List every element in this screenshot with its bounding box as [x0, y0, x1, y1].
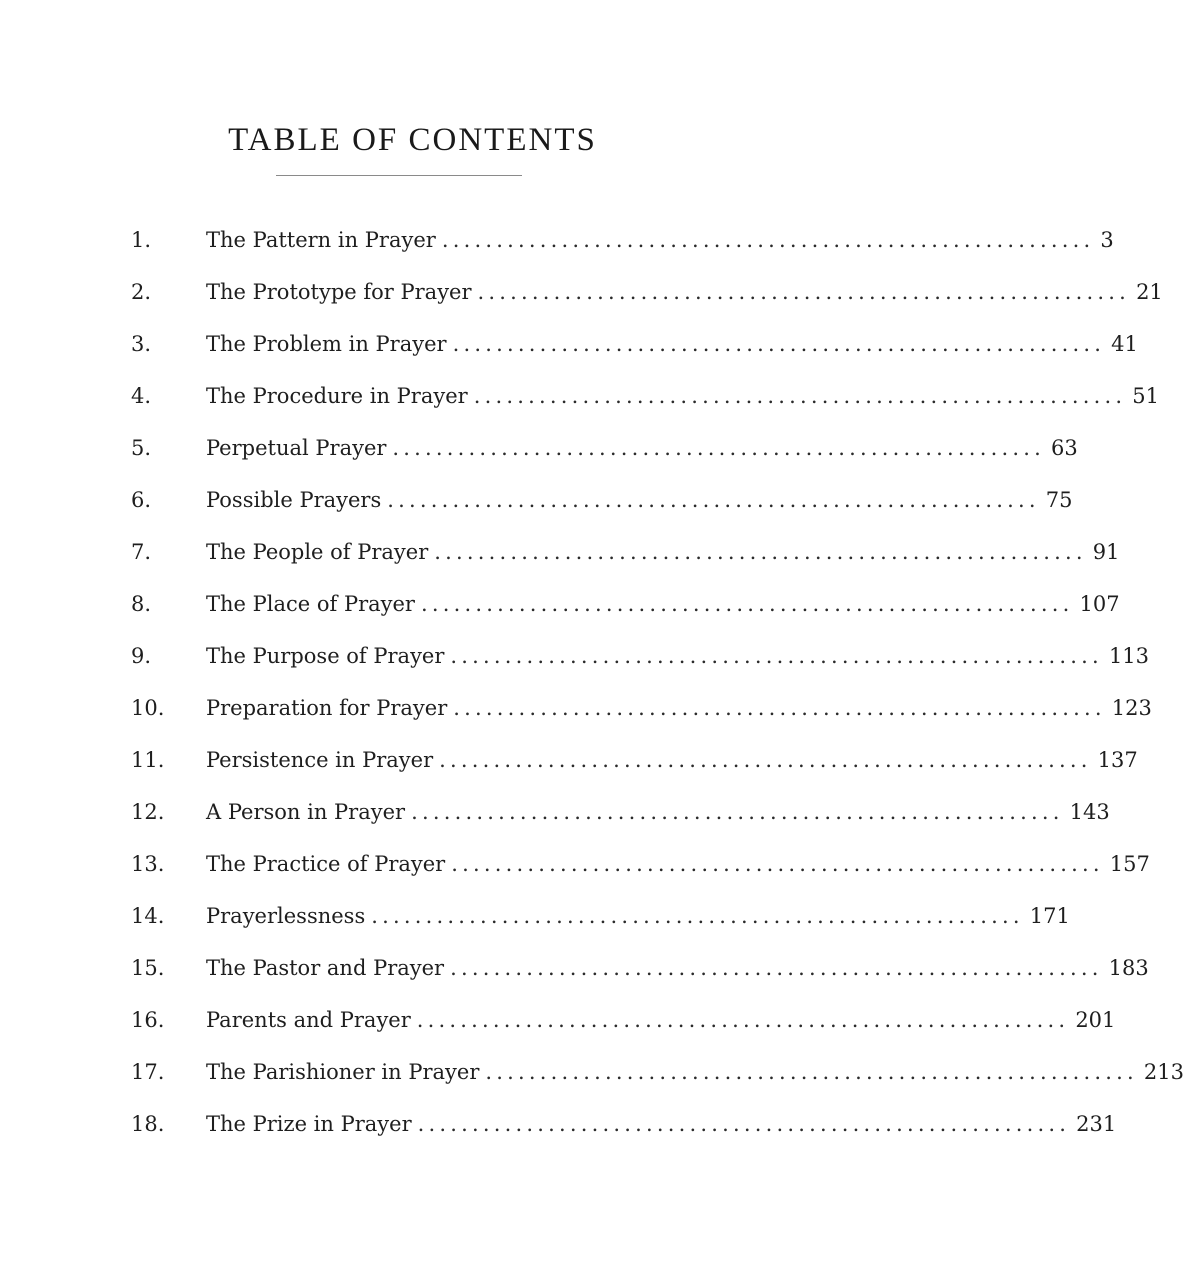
- toc-entry: [131, 474, 1073, 526]
- dot-leader: ............................................................: [477, 280, 1131, 304]
- toc-entry-page: 41: [1111, 332, 1138, 356]
- toc-entry-page: 63: [1050, 436, 1078, 460]
- toc-entry: [131, 838, 1150, 890]
- toc-entry-number: 9.: [131, 644, 152, 668]
- toc-entry-number: 17.: [131, 1060, 165, 1084]
- toc-entry-page: 171: [1029, 904, 1070, 928]
- toc-entry-number: 15.: [131, 956, 165, 980]
- toc-entry-number: 12.: [131, 800, 165, 824]
- toc-entry-number: 16.: [131, 1008, 165, 1032]
- toc-entry-number: 5.: [131, 436, 152, 460]
- toc-entry: [131, 942, 1149, 994]
- toc-entry-title: Possible Prayers: [206, 488, 382, 512]
- toc-entry-number: 18.: [131, 1112, 165, 1136]
- toc-entry: [131, 734, 1138, 786]
- dot-leader: ............................................................: [392, 436, 1045, 460]
- toc-entry-number: 1.: [131, 228, 152, 252]
- dot-leader: ............................................................: [473, 384, 1127, 408]
- toc-entry-number: 13.: [131, 852, 165, 876]
- dot-leader: ............................................................: [441, 228, 1095, 252]
- toc-entry-number: 7.: [131, 540, 152, 564]
- dot-leader: ............................................................: [450, 956, 1103, 980]
- dot-leader: ............................................................: [420, 592, 1074, 616]
- toc-entry: [131, 214, 1114, 266]
- dot-leader: ............................................................: [417, 1112, 1071, 1136]
- toc-entry-number: 11.: [131, 748, 165, 772]
- toc-entry-page: 137: [1097, 748, 1138, 772]
- toc-entry: [131, 266, 1163, 318]
- toc-entry: [131, 578, 1120, 630]
- toc-entry-page: 113: [1108, 644, 1150, 668]
- toc-entry-title: Persistence in Prayer: [206, 748, 434, 772]
- dot-leader: ............................................................: [453, 696, 1106, 720]
- toc-entry-number: 6.: [131, 488, 152, 512]
- toc-list: [131, 214, 1184, 1150]
- toc-entry-page: 183: [1108, 956, 1149, 980]
- toc-entry: [131, 890, 1070, 942]
- toc-entry-title: The Place of Prayer: [206, 592, 415, 616]
- toc-entry: [131, 786, 1110, 838]
- toc-entry: [131, 1046, 1184, 1098]
- dot-leader: ............................................................: [387, 488, 1040, 512]
- toc-entry: [131, 370, 1159, 422]
- toc-entry-number: 8.: [131, 592, 152, 616]
- toc-entry-page: 231: [1076, 1112, 1117, 1136]
- toc-entry-title: The People of Prayer: [206, 540, 429, 564]
- toc-entry-title: The Problem in Prayer: [206, 332, 447, 356]
- dot-leader: ............................................................: [439, 748, 1092, 772]
- toc-entry-title: The Prize in Prayer: [206, 1112, 412, 1136]
- dot-leader: ............................................................: [452, 332, 1106, 356]
- toc-entry: [131, 994, 1116, 1046]
- dot-leader: ............................................................: [371, 904, 1024, 928]
- toc-entry: [131, 422, 1078, 474]
- dot-leader: ............................................................: [416, 1008, 1070, 1032]
- toc-entry: [131, 630, 1150, 682]
- toc-entry-number: 14.: [131, 904, 165, 928]
- toc-entry-title: The Prototype for Prayer: [206, 280, 472, 304]
- toc-entry-page: 51: [1132, 384, 1159, 408]
- title-underline: [276, 175, 522, 176]
- dot-leader: ............................................................: [434, 540, 1087, 564]
- dot-leader: ............................................................: [451, 852, 1104, 876]
- toc-entry-title: The Pastor and Prayer: [206, 956, 445, 980]
- toc-entry-title: The Practice of Prayer: [206, 852, 446, 876]
- toc-entry-title: A Person in Prayer: [206, 800, 406, 824]
- toc-entry-page: 3: [1100, 228, 1114, 252]
- toc-entry-page: 75: [1045, 488, 1073, 512]
- toc-entry-title: Prayerlessness: [206, 904, 366, 928]
- toc-entry-page: 157: [1109, 852, 1150, 876]
- toc-entry-title: The Purpose of Prayer: [206, 644, 445, 668]
- toc-entry-number: 4.: [131, 384, 152, 408]
- toc-entry-title: The Parishioner in Prayer: [206, 1060, 480, 1084]
- toc-entry-title: Preparation for Prayer: [206, 696, 448, 720]
- toc-entry: [131, 1098, 1117, 1150]
- toc-entry: [131, 526, 1120, 578]
- toc-entry-title: The Pattern in Prayer: [206, 228, 436, 252]
- dot-leader: ............................................................: [450, 644, 1103, 668]
- toc-entry-page: 213: [1143, 1060, 1184, 1084]
- toc-entry-number: 2.: [131, 280, 152, 304]
- dot-leader: ............................................................: [485, 1060, 1138, 1084]
- toc-entry: [131, 682, 1152, 734]
- toc-entry-title: Perpetual Prayer: [206, 436, 387, 460]
- page-title: TABLE OF CONTENTS: [228, 122, 597, 158]
- toc-entry-page: 21: [1136, 280, 1163, 304]
- dot-leader: ............................................................: [411, 800, 1064, 824]
- toc-entry-number: 3.: [131, 332, 152, 356]
- toc-entry-page: 107: [1079, 592, 1120, 616]
- toc-entry-page: 143: [1069, 800, 1110, 824]
- toc-entry: [131, 318, 1138, 370]
- toc-entry-page: 123: [1111, 696, 1152, 720]
- toc-entry-title: Parents and Prayer: [206, 1008, 411, 1032]
- toc-entry-page: 91: [1092, 540, 1120, 564]
- toc-entry-title: The Procedure in Prayer: [206, 384, 468, 408]
- toc-entry-number: 10.: [131, 696, 165, 720]
- toc-entry-page: 201: [1075, 1008, 1116, 1032]
